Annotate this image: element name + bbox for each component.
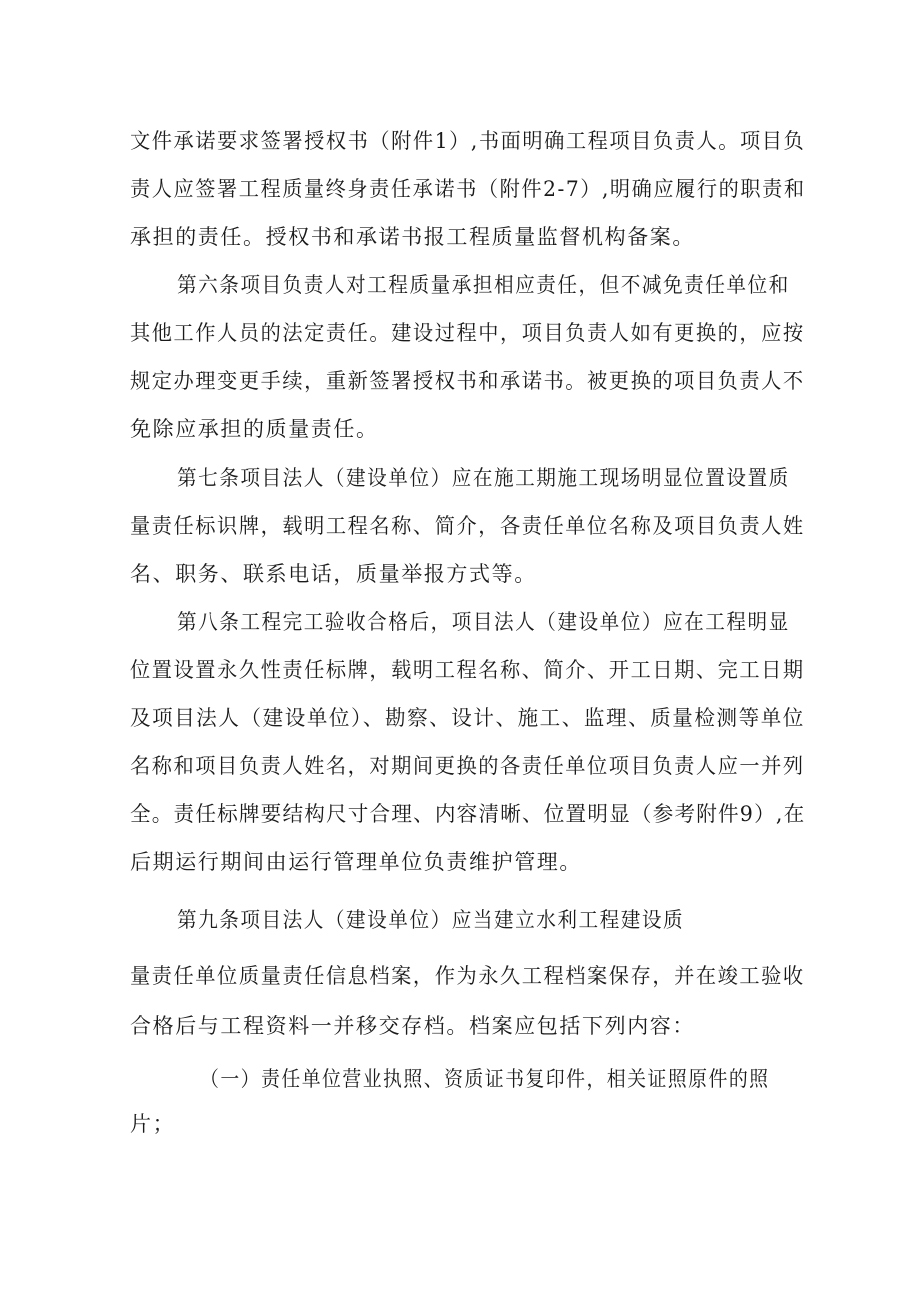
text-line-2: 责人应签署工程质量终身责任承诺书（附件2-7）,明确应履行的职责和 xyxy=(130,177,806,201)
list-item-1-line-1: （一）责任单位营业执照、资质证书复印件，相关证照原件的照 xyxy=(200,1067,770,1091)
article-8-line-1: 第八条工程完工验收合格后，项目法人（建设单位）应在工程明显 xyxy=(177,610,790,634)
article-8-line-2: 位置设置永久性责任标牌，载明工程名称、简介、开工日期、完工日期 xyxy=(130,658,805,682)
article-9-line-1: 第九条项目法人（建设单位）应当建立水利工程建设质 xyxy=(177,908,685,932)
article-6-line-4: 免除应承担的质量责任。 xyxy=(130,417,379,441)
article-9-line-2: 量责任单位质量责任信息档案，作为永久工程档案保存，并在竣工验收 xyxy=(130,964,805,988)
list-item-1-line-2: 片； xyxy=(130,1112,176,1136)
text-line-1: 文件承诺要求签署授权书（附件1）,书面明确工程项目负责人。项目负 xyxy=(130,129,806,153)
article-9-line-3: 合格后与工程资料一并移交存档。档案应包括下列内容： xyxy=(130,1014,695,1038)
article-6-line-1: 第六条项目负责人对工程质量承担相应责任，但不减免责任单位和 xyxy=(177,273,790,297)
article-8-line-5: 全。责任标牌要结构尺寸合理、内容清晰、位置明显（参考附件9）,在 xyxy=(130,802,806,826)
article-8-line-4: 名称和项目负责人姓名，对期间更换的各责任单位项目负责人应一并列 xyxy=(130,754,805,778)
article-7-line-3: 名、职务、联系电话，质量举报方式等。 xyxy=(130,562,537,586)
article-6-line-3: 规定办理变更手续，重新签署授权书和承诺书。被更换的项目负责人不 xyxy=(130,369,805,393)
article-7-line-1: 第七条项目法人（建设单位）应在施工期施工现场明显位置设置质 xyxy=(177,466,790,490)
article-6-line-2: 其他工作人员的法定责任。建设过程中，项目负责人如有更换的，应按 xyxy=(130,321,805,345)
article-8-line-3: 及项目法人（建设单位）、勘察、设计、施工、监理、质量检测等单位 xyxy=(130,706,805,730)
text-line-3: 承担的责任。授权书和承诺书报工程质量监督机构备案。 xyxy=(130,225,695,249)
article-8-line-6: 后期运行期间由运行管理单位负责维护管理。 xyxy=(130,850,582,874)
article-7-line-2: 量责任标识牌，载明工程名称、简介，各责任单位名称及项目负责人姓 xyxy=(130,514,805,538)
